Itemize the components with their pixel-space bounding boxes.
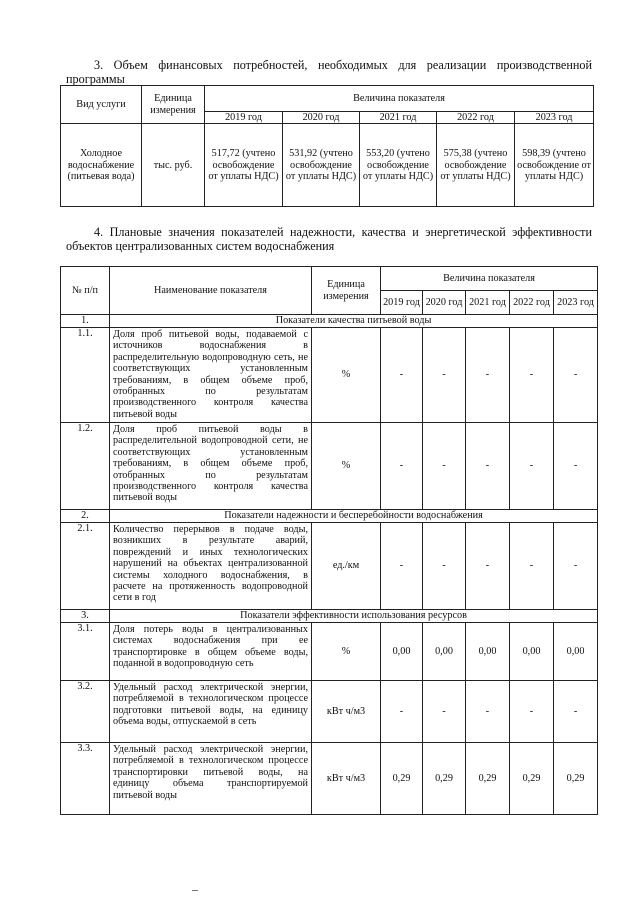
indicator-name: Доля проб питьевой воды, подаваемой с источников водоснабжения в распределительную водопроводную сеть, не соответствующих установленным требованиям, в общем объеме проб, отобранных по результатам производственного контроля качества питьевой воды (110, 328, 312, 423)
service-unit: тыс. руб. (142, 124, 205, 207)
value-cell: - (381, 681, 423, 743)
indicator-unit: % (312, 623, 381, 681)
value-cell: - (381, 523, 423, 610)
value-cell: 0,00 (466, 623, 510, 681)
indicator-name: Удельный расход электрической энергии, потребляемой в технологическом процессе транспортировки питьевой воды, на единицу объема транспортируемой питьевой воды (110, 743, 312, 815)
year-header: 2023 год (515, 112, 594, 124)
value-cell: 0,29 (466, 743, 510, 815)
value-cell: 0,00 (554, 623, 598, 681)
service-name: Холодное водоснабжение (питьевая вода) (61, 124, 142, 207)
value-cell: 517,72 (учтено освобождение от уплаты НДС) (205, 124, 283, 207)
col-name-header: Наименование показателя (110, 267, 312, 315)
group-row (61, 315, 598, 328)
table-row (61, 623, 598, 681)
row-num: 1.1. (61, 328, 110, 423)
row-num: 3.1. (61, 623, 110, 681)
value-cell: 0,29 (381, 743, 423, 815)
indicator-unit: % (312, 328, 381, 423)
scan-artifact (192, 890, 198, 891)
value-cell: - (510, 681, 554, 743)
year-header: 2022 год (510, 291, 554, 315)
value-cell: - (554, 523, 598, 610)
value-cell: 575,38 (учтено освобождение от уплаты НДС) (437, 124, 515, 207)
section3-heading-text: 3. Объем финансовых потребностей, необходимых для реализации производственной программы (66, 58, 592, 86)
table-row (61, 743, 598, 815)
value-cell: 0,29 (554, 743, 598, 815)
value-cell: - (423, 328, 466, 423)
col-service-header: Вид услуги (61, 86, 142, 124)
financial-needs-table (60, 85, 594, 207)
row-num: 2.1. (61, 523, 110, 610)
year-header: 2021 год (360, 112, 437, 124)
year-header: 2019 год (381, 291, 423, 315)
group-num: 3. (61, 610, 110, 623)
table-row (61, 423, 598, 510)
value-cell: - (381, 423, 423, 510)
indicator-unit: ед./км (312, 523, 381, 610)
table-row (61, 328, 598, 423)
value-cell: - (466, 423, 510, 510)
col-value-header: Величина показателя (205, 86, 594, 112)
group-num: 1. (61, 315, 110, 328)
col-value-header: Величина показателя (381, 267, 598, 291)
year-header: 2022 год (437, 112, 515, 124)
table-row (61, 523, 598, 610)
value-cell: 0,00 (423, 623, 466, 681)
indicator-name: Количество перерывов в подаче воды, возникших в результате аварий, повреждений и иных технологических нарушений на объектах централизованной системы холодного водоснабжения, в расчете на протяженность водопроводной сети в год (110, 523, 312, 610)
value-cell: - (510, 423, 554, 510)
value-cell: 0,29 (423, 743, 466, 815)
section4-heading-text: 4. Плановые значения показателей надежности, качества и энергетической эффективности объектов централизованных систем водоснабжения (66, 225, 592, 253)
indicator-name: Удельный расход электрической энергии, потребляемой в технологическом процессе подготовки питьевой воды, на единицу объема воды, отпускаемой в сеть (110, 681, 312, 743)
row-num: 1.2. (61, 423, 110, 510)
year-header: 2023 год (554, 291, 598, 315)
table-row (61, 124, 594, 207)
value-cell: 0,00 (510, 623, 554, 681)
section4-heading (66, 225, 592, 253)
value-cell: - (466, 328, 510, 423)
value-cell: - (423, 423, 466, 510)
indicator-name: Доля проб питьевой воды в распределительной водопроводной сети, не соответствующих установленным требованиям, в общем объеме проб, отобранных по результатам производственного контроля качества питьевой воды (110, 423, 312, 510)
group-title: Показатели качества питьевой воды (110, 315, 598, 328)
year-header: 2020 год (283, 112, 360, 124)
group-num: 2. (61, 510, 110, 523)
col-num-header: № п/п (61, 267, 110, 315)
indicator-unit: % (312, 423, 381, 510)
value-cell: - (423, 681, 466, 743)
year-header: 2021 год (466, 291, 510, 315)
row-num: 3.3. (61, 743, 110, 815)
value-cell: - (554, 328, 598, 423)
table-row (61, 681, 598, 743)
value-cell: - (466, 523, 510, 610)
value-cell: - (510, 523, 554, 610)
indicator-unit: кВт ч/м3 (312, 743, 381, 815)
year-header: 2020 год (423, 291, 466, 315)
value-cell: - (466, 681, 510, 743)
value-cell: - (554, 423, 598, 510)
col-unit-header: Единица измерения (312, 267, 381, 315)
value-cell: 531,92 (учтено освобождение от уплаты НДС) (283, 124, 360, 207)
value-cell: - (510, 328, 554, 423)
row-num: 3.2. (61, 681, 110, 743)
group-row (61, 610, 598, 623)
value-cell: 0,29 (510, 743, 554, 815)
group-row (61, 510, 598, 523)
year-header: 2019 год (205, 112, 283, 124)
value-cell: - (423, 523, 466, 610)
value-cell: - (554, 681, 598, 743)
group-title: Показатели надежности и бесперебойности водоснабжения (110, 510, 598, 523)
value-cell: 0,00 (381, 623, 423, 681)
value-cell: 553,20 (учтено освобождение от уплаты НДС) (360, 124, 437, 207)
group-title: Показатели эффективности использования ресурсов (110, 610, 598, 623)
value-cell: 598,39 (учтено освобождение от уплаты НДС) (515, 124, 594, 207)
reliability-indicators-table (60, 266, 598, 815)
indicator-unit: кВт ч/м3 (312, 681, 381, 743)
section3-heading (66, 58, 592, 86)
indicator-name: Доля потерь воды в централизованных системах водоснабжения при ее транспортировке в общем объеме воды, поданной в водопроводную сеть (110, 623, 312, 681)
value-cell: - (381, 328, 423, 423)
col-unit-header: Единица измерения (142, 86, 205, 124)
